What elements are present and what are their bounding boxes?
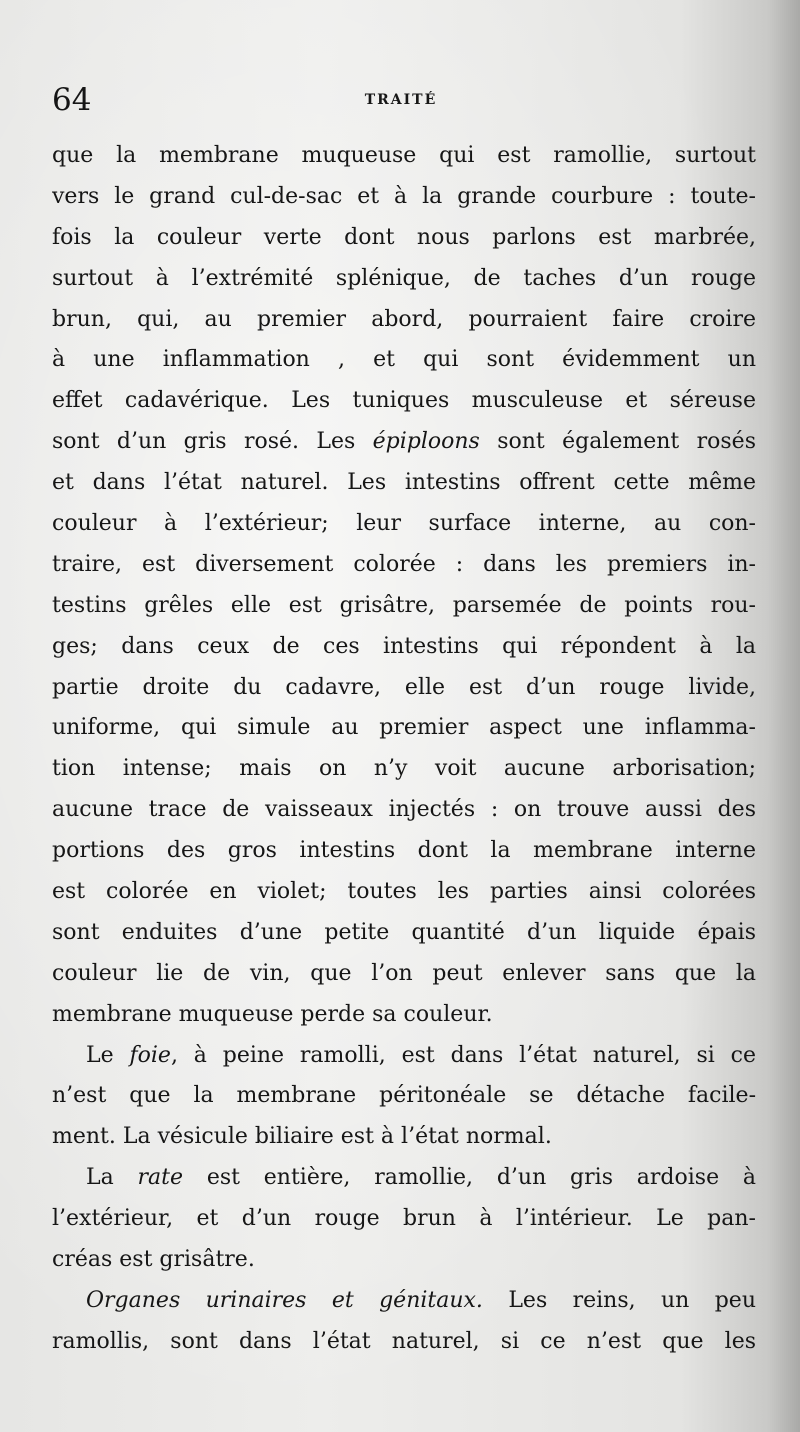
italic-term-foie: foie	[129, 1042, 171, 1068]
text-segment: Le	[86, 1042, 130, 1068]
italic-term-epiploons: épiploons	[372, 429, 480, 455]
text-line: n’est que la membrane péritonéale se détache facile-	[52, 1083, 756, 1109]
text-line	[52, 1036, 756, 1077]
text-line: portions des gros intestins dont la membrane interne	[52, 838, 756, 864]
text-line: testins grêles elle est grisâtre, parsemée de points rou-	[52, 592, 756, 618]
text-line: l’extérieur, et d’un rouge brun à l’intérieur. Le pan-	[52, 1206, 756, 1232]
text-line: ment. La vésicule biliaire est à l’état normal.	[52, 1124, 552, 1150]
text-segment: est entière, ramollie, d’un gris ardoise à	[183, 1165, 756, 1191]
italic-heading-organes: Organes urinaires et génitaux.	[86, 1287, 483, 1313]
text-line: membrane muqueuse perde sa couleur.	[52, 1001, 493, 1027]
text-line: fois la couleur verte dont nous parlons est marbrée,	[52, 224, 756, 250]
text-line: et dans l’état naturel. Les intestins offrent cette même	[52, 470, 756, 496]
text-line: brun, qui, au premier abord, pourraient faire croire	[52, 306, 756, 332]
text-segment: La	[86, 1165, 138, 1191]
text-line	[52, 422, 756, 463]
text-line: vers le grand cul-de-sac et à la grande courbure : toute-	[52, 183, 756, 209]
text-line: sont enduites d’une petite quantité d’un liquide épais	[52, 919, 756, 945]
text-line: créas est grisâtre.	[52, 1247, 255, 1273]
text-line: ramollis, sont dans l’état naturel, si ce n’est que les	[52, 1328, 756, 1354]
text-line: couleur à l’extérieur; leur surface interne, au con-	[52, 511, 756, 537]
text-line: effet cadavérique. Les tuniques musculeuse et séreuse	[52, 388, 756, 414]
text-line: traire, est diversement colorée : dans les premiers in-	[52, 551, 756, 577]
body-text	[52, 136, 756, 1363]
text-line: à une inflammation , et qui sont évidemment un	[52, 347, 756, 373]
text-line: surtout à l’extrémité splénique, de taches d’un rouge	[52, 265, 756, 291]
text-line: est colorée en violet; toutes les parties ainsi colorées	[52, 879, 756, 905]
text-line	[52, 1281, 756, 1322]
text-segment: sont d’un gris rosé. Les	[52, 429, 373, 455]
text-line: ges; dans ceux de ces intestins qui répondent à la	[52, 633, 756, 659]
page-header	[52, 82, 750, 122]
text-line: partie droite du cadavre, elle est d’un rouge livide,	[52, 674, 756, 700]
text-line: couleur lie de vin, que l’on peut enlever sans que la	[52, 960, 756, 986]
text-segment: Les reins, un peu	[482, 1287, 756, 1313]
text-segment: sont également rosés	[479, 429, 756, 455]
text-line: uniforme, qui simule au premier aspect une inflamma-	[52, 715, 756, 741]
running-head: TRAITÉ	[364, 92, 438, 108]
page-number: 64	[52, 82, 92, 118]
text-segment: , à peine ramolli, est dans l’état naturel, si ce	[170, 1042, 756, 1068]
text-line: que la membrane muqueuse qui est ramollie, surtout	[52, 143, 756, 168]
italic-term-rate: rate	[137, 1165, 184, 1191]
text-line	[52, 1158, 756, 1199]
text-line: tion intense; mais on n’y voit aucune arborisation;	[52, 756, 756, 782]
text-line: aucune trace de vaisseaux injectés : on trouve aussi des	[52, 797, 756, 823]
